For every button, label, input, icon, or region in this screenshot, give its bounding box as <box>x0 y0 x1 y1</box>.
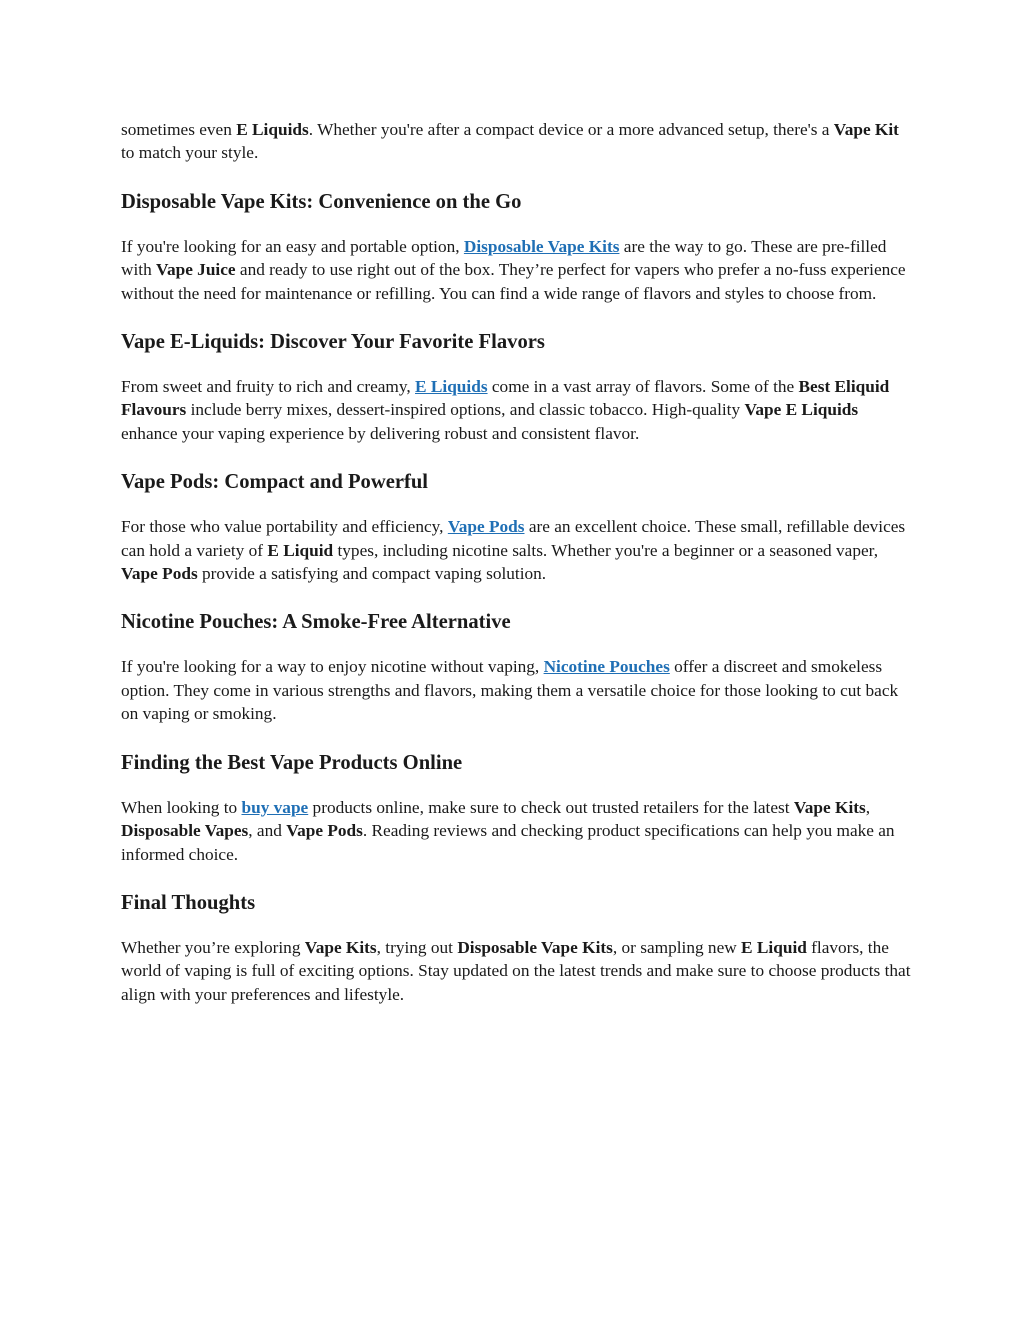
disposable-vape-kits-link[interactable]: Disposable Vape Kits <box>463 236 620 256</box>
text-run: When looking to <box>121 797 242 817</box>
text-run: are the way to go. These are pre-filled with <box>121 236 887 280</box>
buy-vape-link[interactable]: buy vape <box>241 797 309 817</box>
section-paragraph <box>121 936 911 1006</box>
section-paragraph <box>121 515 911 585</box>
bold-term: Vape Pods <box>121 564 198 584</box>
text-run: sometimes even <box>121 120 237 139</box>
text-run: . Reading reviews and checking product specifications can help you make an informed choice. <box>121 821 895 864</box>
text-run: For those who value portability and efficiency, <box>121 517 448 537</box>
bold-term: Vape Kits <box>793 797 866 817</box>
document-page <box>121 118 911 1006</box>
text-run: , and <box>248 821 287 841</box>
bold-term: E Liquids <box>236 120 309 139</box>
section-nicotine-pouches <box>121 609 911 725</box>
text-run: , trying out <box>376 937 458 957</box>
section-paragraph <box>121 796 911 866</box>
bold-term: Disposable Vape Kits <box>457 937 613 957</box>
text-run: come in a vast array of flavors. Some of the <box>487 377 799 397</box>
section-heading: Vape E-Liquids: Discover Your Favorite Flavors <box>121 331 545 354</box>
section-vape-e-liquids <box>121 329 911 445</box>
section-disposable-vape-kits <box>121 189 911 305</box>
section-vape-pods <box>121 469 911 585</box>
text-run: to match your style. <box>121 143 259 163</box>
bold-term: Vape Pods <box>286 821 363 841</box>
bold-term: Disposable Vapes <box>121 821 249 841</box>
section-final-thoughts <box>121 890 911 1006</box>
text-run: include berry mixes, dessert-inspired options, and classic tobacco. High-quality <box>186 400 745 420</box>
text-run: types, including nicotine salts. Whether you're a beginner or a seasoned vaper, <box>333 540 879 560</box>
section-paragraph <box>121 655 911 725</box>
bold-term: Vape E Liquids <box>744 400 859 420</box>
text-run: If you're looking for a way to enjoy nicotine without vaping, <box>121 657 544 677</box>
intro-paragraph <box>121 118 911 165</box>
section-finding-best-products <box>121 750 911 866</box>
vape-pods-link[interactable]: Vape Pods <box>447 517 525 537</box>
text-run: flavors, the world of vaping is full of exciting options. Stay updated on the latest trends and make sure to choose products that align with your preferences and lifestyle. <box>121 937 911 1004</box>
text-run: From sweet and fruity to rich and creamy, <box>121 377 416 397</box>
text-run: If you're looking for an easy and portable option, <box>121 236 464 256</box>
bold-term: Vape Kit <box>833 120 899 139</box>
nicotine-pouches-link[interactable]: Nicotine Pouches <box>543 657 670 677</box>
section-heading: Disposable Vape Kits: Convenience on the Go <box>121 190 522 213</box>
text-run: . Whether you're after a compact device or a more advanced setup, there's a <box>308 120 834 139</box>
section-heading: Final Thoughts <box>121 891 256 914</box>
section-paragraph <box>121 375 911 445</box>
text-run: and ready to use right out of the box. They’re perfect for vapers who prefer a no-fuss experience without the need for maintenance or refilling. You can find a wide range of flavors and styles to choose from. <box>121 260 906 303</box>
bold-term: Vape Juice <box>156 260 236 280</box>
text-run: Whether you’re exploring <box>121 937 305 957</box>
section-heading: Nicotine Pouches: A Smoke-Free Alternative <box>121 611 511 634</box>
section-paragraph <box>121 235 911 305</box>
section-heading: Finding the Best Vape Products Online <box>121 751 463 774</box>
text-run: enhance your vaping experience by delivering robust and consistent flavor. <box>121 423 640 443</box>
section-heading: Vape Pods: Compact and Powerful <box>121 471 429 494</box>
text-run: offer a discreet and smokeless option. They come in various strengths and flavors, making them a versatile choice for those looking to cut back on vaping or smoking. <box>121 657 899 724</box>
bold-term: Vape Kits <box>304 937 377 957</box>
text-run: are an excellent choice. These small, refillable devices can hold a variety of <box>121 517 906 560</box>
text-run: products online, make sure to check out trusted retailers for the latest <box>308 797 794 817</box>
bold-term: Best Eliquid Flavours <box>121 377 890 420</box>
bold-term: E Liquid <box>267 540 334 560</box>
e-liquids-link[interactable]: E Liquids <box>415 377 488 397</box>
bold-term: E Liquid <box>741 937 807 957</box>
text-run: provide a satisfying and compact vaping solution. <box>197 564 547 584</box>
text-run: , or sampling new <box>612 937 742 957</box>
text-run: , <box>865 797 871 817</box>
